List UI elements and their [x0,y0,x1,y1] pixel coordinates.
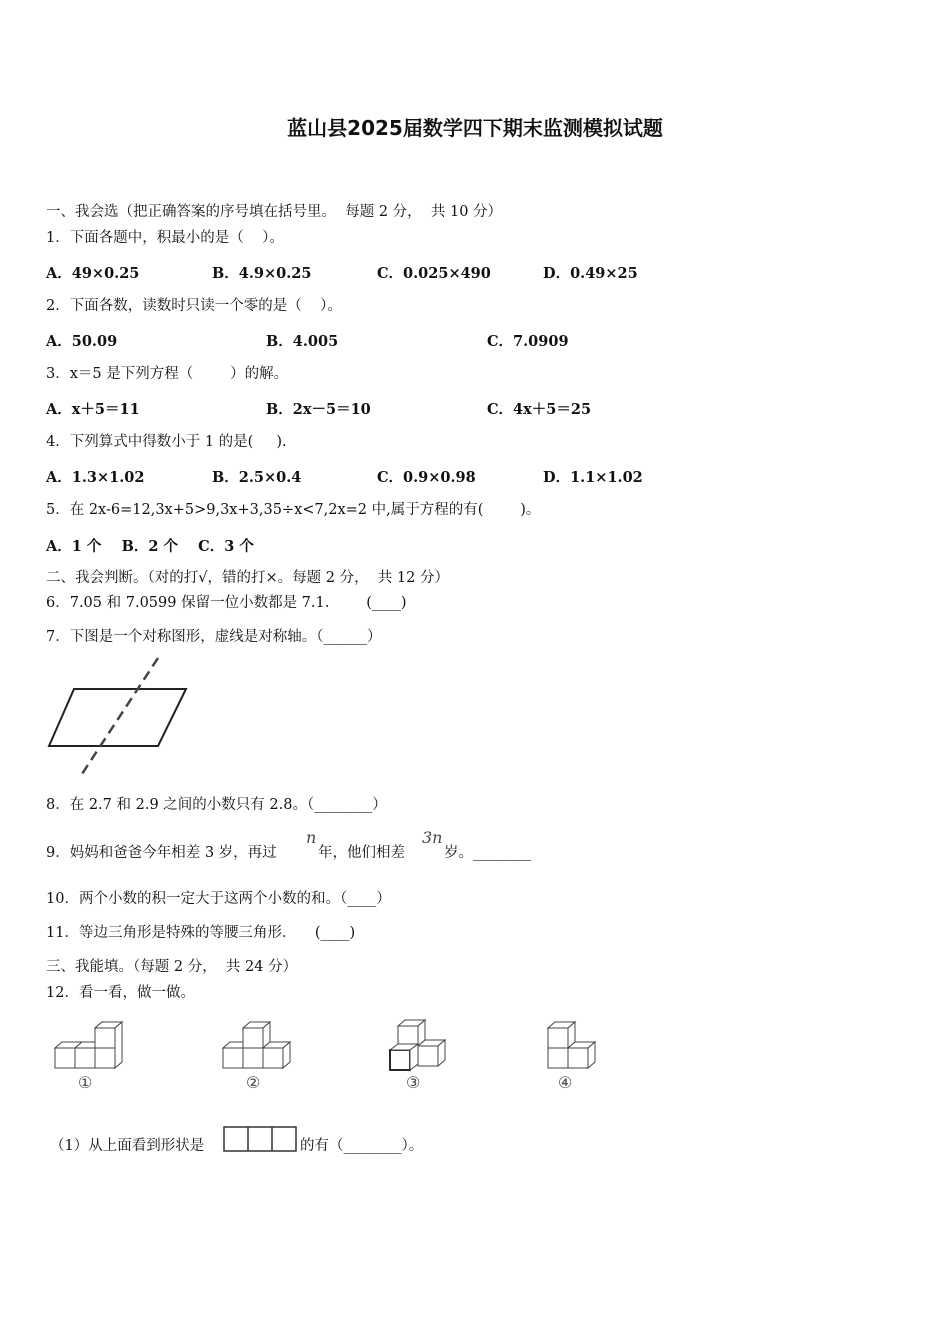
question-6: 6．7.05 和 7.0599 保留一位小数都是 7.1. (____) [46,595,407,611]
section-3-heading: 三、我能填。（每题 2 分， 共 24 分） [46,959,298,975]
cube-figure-1 [52,1018,132,1074]
three-square-shape [223,1126,299,1154]
q1-option-c: C．0.025×490 [377,265,491,282]
q1-option-d: D．0.49×25 [543,265,638,282]
q3-option-b: B．2x－5＝10 [266,401,371,418]
caption-3: ③ [406,1073,421,1092]
section-1-heading: 一、我会选（把正确答案的序号填在括号里。 每题 2 分， 共 10 分） [46,204,503,220]
page-title: 蓝山县2025届数学四下期末监测模拟试题 [287,116,663,140]
variable-n: n [306,828,317,847]
question-12: 12．看一看，做一做。 [46,985,195,1001]
q1-option-b: B．4.9×0.25 [212,265,312,282]
question-9-part-a: 9．妈妈和爸爸今年相差 3 岁，再过 [46,845,277,861]
cube-figure-3 [386,1016,456,1076]
cube-figure-2 [220,1018,300,1074]
q2-option-a: A．50.09 [46,333,118,350]
question-5: 5．在 2x-6=12,3x+5>9,3x+3,35÷x<7,2x=2 中,属于方程的有( )。 [46,502,541,518]
question-3: 3．x＝5 是下列方程（ ）的解。 [46,366,289,382]
caption-1: ① [78,1073,93,1092]
q4-option-d: D．1.1×1.02 [543,469,643,486]
question-10: 10．两个小数的积一定大于这两个小数的和。（____） [46,891,391,907]
question-9-part-c: 岁。________ [444,845,531,861]
caption-4: ④ [558,1073,573,1092]
question-2: 2．下面各数，读数时只读一个零的是（ ）。 [46,298,342,314]
question-8: 8．在 2.7 和 2.9 之间的小数只有 2.8。（________） [46,797,387,813]
variable-3n: 3n [422,828,443,847]
q4-option-a: A．1.3×1.02 [46,469,145,486]
parallelogram [49,689,186,746]
question-4: 4．下列算式中得数小于 1 的是( ). [46,434,287,450]
symmetry-axis [80,658,158,777]
question-12-1-part-b: 的有（________）。 [300,1138,424,1154]
cube-figure-4 [545,1018,605,1074]
question-7: 7．下图是一个对称图形，虚线是对称轴。（______） [46,629,382,645]
caption-2: ② [246,1073,261,1092]
q1-option-a: A．49×0.25 [46,265,140,282]
q3-option-a: A．x＋5＝11 [46,401,140,418]
parallelogram-figure [46,655,191,780]
q4-option-c: C．0.9×0.98 [377,469,476,486]
question-1: 1．下面各题中，积最小的是（ ）。 [46,230,284,246]
section-2-heading: 二、我会判断。（对的打√，错的打×。每题 2 分， 共 12 分） [46,570,449,586]
q3-option-c: C．4x＋5＝25 [487,401,592,418]
q5-options: A．1 个 B．2 个 C．3 个 [46,538,254,555]
q2-option-b: B．4.005 [266,333,339,350]
question-11: 11．等边三角形是特殊的等腰三角形． (____) [46,925,356,941]
q4-option-b: B．2.5×0.4 [212,469,302,486]
question-12-1-part-a: （1）从上面看到形状是 [50,1138,205,1154]
question-9-part-b: 年，他们相差 [318,845,405,861]
q2-option-c: C．7.0909 [487,333,569,350]
